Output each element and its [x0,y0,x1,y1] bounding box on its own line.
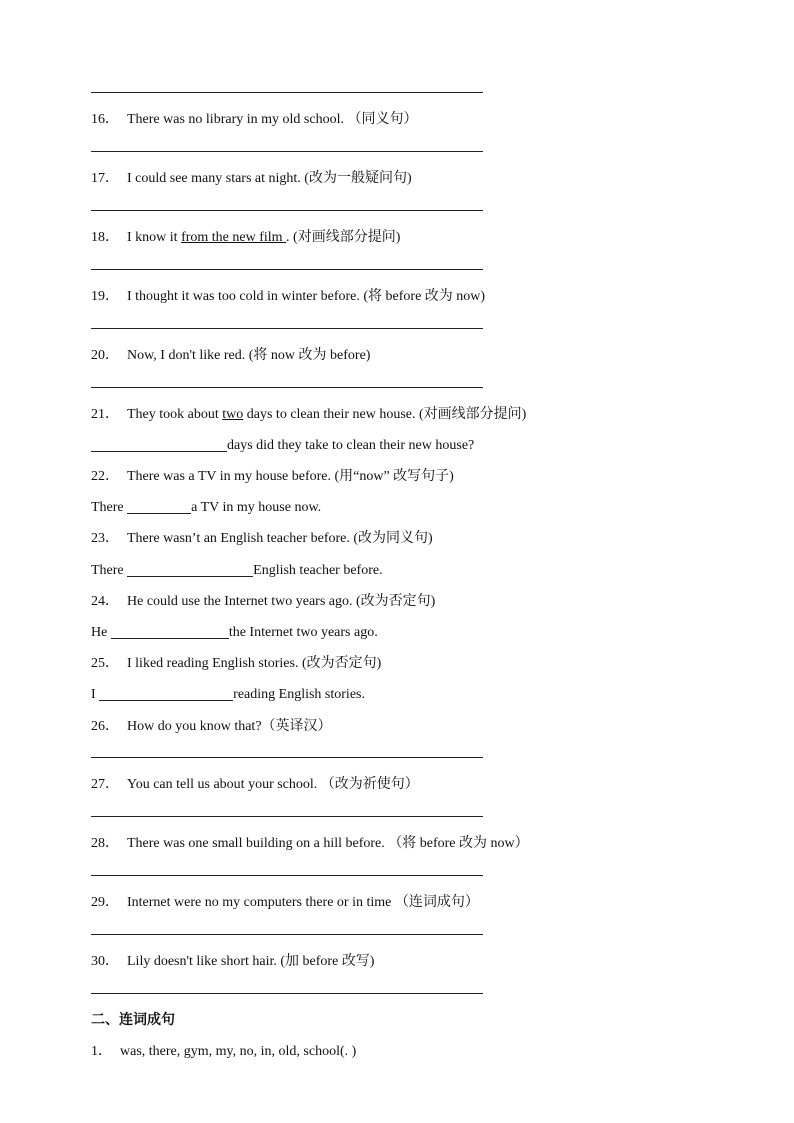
question-number: 27． [91,777,119,792]
question-20 [91,347,370,365]
question-number: 29． [91,895,119,910]
question-text: You can tell us about your school. （改为祈使句） [127,777,419,792]
question-22 [91,468,454,486]
question-text: Internet were no my computers there or in time （连词成句） [127,895,479,910]
question-number: 26． [91,719,119,734]
question-30 [91,953,374,971]
question-text-post: days to clean their new house. (对画线部分提问) [243,407,527,422]
answer-text-pre: He [91,625,111,640]
answer-22 [91,499,321,517]
answer-text-pre: There [91,563,128,578]
section-heading: 二、连词成句 [91,1012,175,1028]
question-text-pre: I know it [127,230,182,245]
question-text: He could use the Internet two years ago. (改为否定句) [127,594,436,609]
question-text: was, there, gym, my, no, in, old, school(. ) [120,1044,357,1059]
answer-line [91,816,483,817]
fill-blank[interactable] [127,499,191,514]
answer-24 [91,624,378,642]
answer-25 [91,686,365,704]
question-text: There was one small building on a hill before. （将 before 改为 now） [127,836,529,851]
answer-text-pre: I [91,687,100,702]
question-text: I liked reading English stories. (改为否定句) [127,656,382,671]
question-27 [91,776,419,794]
question-number: 19． [91,289,119,304]
answer-21 [91,437,474,455]
answer-line [91,151,483,152]
question-28 [91,835,529,853]
question-number: 17． [91,171,119,186]
answer-line [91,934,483,935]
question-23 [91,530,433,548]
question-21 [91,406,526,424]
question-text: I could see many stars at night. (改为一般疑问句) [127,171,412,186]
question-24 [91,593,435,611]
question-number: 24． [91,594,119,609]
answer-23 [91,562,383,580]
question-number: 30． [91,954,119,969]
question-number: 22． [91,469,119,484]
question-text: There was no library in my old school. （同义句） [127,112,418,127]
question-text-post: . (对画线部分提问) [286,230,401,245]
answer-line [91,993,483,994]
fill-blank[interactable] [127,562,253,577]
underlined-phrase: from the new film [181,230,287,245]
question-text-pre: They took about [127,407,223,422]
question-29 [91,894,479,912]
answer-line [91,328,483,329]
question-text: Lily doesn't like short hair. (加 before 改写) [127,954,375,969]
question-number: 18． [91,230,119,245]
answer-text-pre: There [91,500,128,515]
fill-blank[interactable] [99,686,233,701]
question-number: 16． [91,112,119,127]
section2-question-1 [91,1043,356,1061]
answer-line [91,875,483,876]
underlined-phrase: two [222,407,244,422]
question-number: 28． [91,836,119,851]
answer-text-post: a TV in my house now. [191,500,322,515]
answer-line [91,757,483,758]
question-text: I thought it was too cold in winter before. (将 before 改为 now) [127,289,486,304]
answer-text-post: reading English stories. [233,687,365,702]
answer-line [91,92,483,93]
question-25 [91,655,381,673]
answer-line [91,210,483,211]
question-26 [91,718,332,736]
answer-text-post: the Internet two years ago. [228,625,378,640]
question-number: 20． [91,348,119,363]
answer-text-post: English teacher before. [253,563,383,578]
question-17 [91,170,412,188]
fill-blank[interactable] [111,624,229,639]
question-number: 25． [91,656,119,671]
question-16 [91,111,417,129]
question-number: 1． [91,1044,112,1059]
question-number: 23． [91,531,119,546]
question-text: There wasn’t an English teacher before. (改为同义句) [127,531,433,546]
fill-blank[interactable] [91,437,227,452]
answer-text: days did they take to clean their new house? [227,438,475,453]
question-18 [91,229,400,247]
question-text: There was a TV in my house before. (用“now” 改写句子) [127,469,454,484]
question-19 [91,288,485,306]
answer-line [91,269,483,270]
answer-line [91,387,483,388]
question-text: How do you know that?（英译汉） [127,719,332,734]
question-text: Now, I don't like red. (将 now 改为 before) [127,348,371,363]
question-number: 21． [91,407,119,422]
